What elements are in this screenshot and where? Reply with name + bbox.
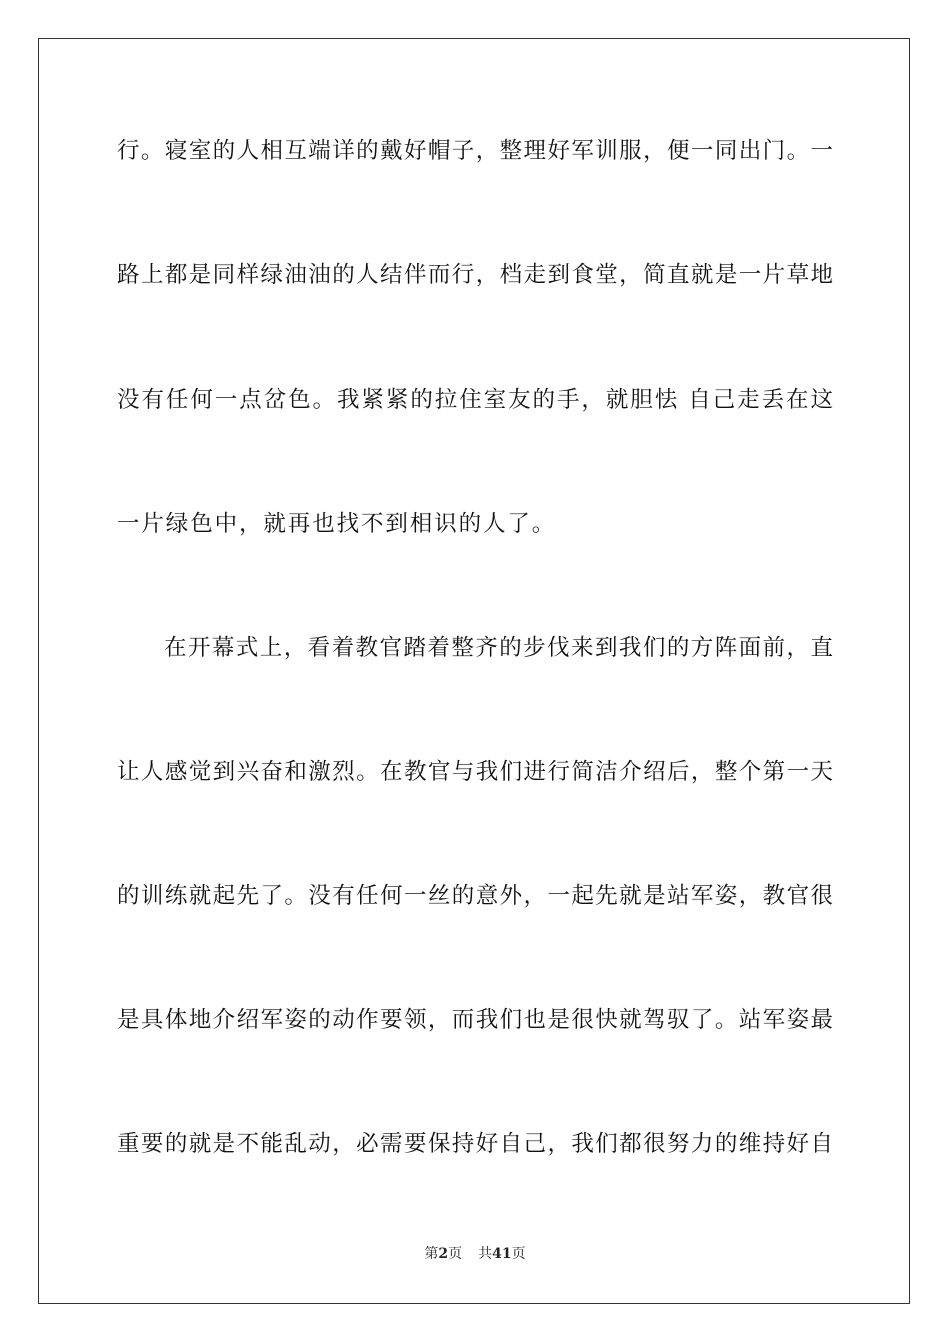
body-text-line-3: 没有任何一点岔色。我紧紧的拉住室友的手，就胆怯 自己走丢在这 [117, 387, 833, 413]
body-text-line-1: 行。寝室的人相互端详的戴好帽子，整理好军训服，便一同出门。一 [117, 138, 833, 164]
body-text-line-6: 让人感觉到兴奋和激烈。在教官与我们进行简洁介绍后，整个第一天 [117, 759, 833, 785]
body-text-line-8: 是具体地介绍军姿的动作要领，而我们也是很快就驾驭了。站军姿最 [117, 1007, 833, 1033]
page-footer [0, 1244, 950, 1264]
footer-page-prefix: 第 [424, 1246, 439, 1262]
body-text-line-5: 在开幕式上，看着教官踏着整齐的步伐来到我们的方阵面前，直 [164, 635, 833, 661]
footer-total-suffix: 页 [511, 1246, 526, 1262]
body-text-line-7: 的训练就起先了。没有任何一丝的意外，一起先就是站军姿，教官很 [117, 883, 833, 909]
footer-page-suffix: 页 [448, 1246, 463, 1262]
footer-page-number: 2 [438, 1246, 449, 1262]
body-text-line-4: 一片绿色中，就再也找不到相识的人了。 [117, 511, 557, 537]
footer-total-prefix: 共 [478, 1246, 493, 1262]
body-text-line-2: 路上都是同样绿油油的人结伴而行，档走到食堂，简直就是一片草地 [117, 262, 833, 288]
body-text-line-9: 重要的就是不能乱动，必需要保持好自己，我们都很努力的维持好自 [117, 1131, 833, 1157]
page-border [38, 38, 910, 1304]
footer-total-pages: 41 [492, 1246, 512, 1262]
